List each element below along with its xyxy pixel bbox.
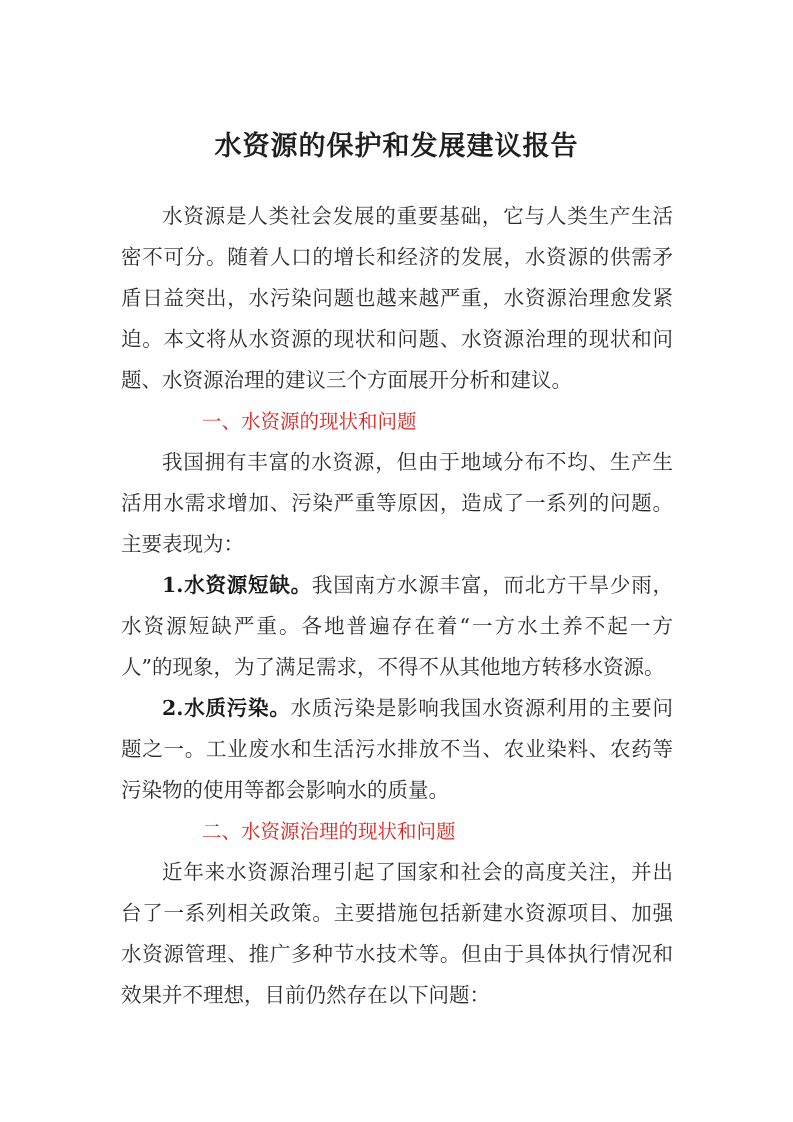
section-heading-2: 二、水资源治理的现状和问题 [202, 820, 456, 843]
list-item-text: 我国南方水源丰富，而北方干旱少雨，水资源短缺严重。各地普遍存在着“一方水土养不起一方人”的现象，为了满足需求，不得不从其他地方转移水资源。 [121, 573, 674, 679]
intro-paragraph: 水资源是人类社会发展的重要基础，它与人类生产生活密不可分。随着人口的增长和经济的发展，水资源的供需矛盾日益突出，水污染问题也越来越严重，水资源治理愈发紧迫。本文将从水资源的现状和问题、水资源治理的现状和问题、水资源治理的建议三个方面展开分析和建议。 [121, 204, 673, 392]
list-item-lead: 1.水资源短缺。 [162, 573, 312, 597]
list-item [121, 565, 673, 688]
section-heading-1: 一、水资源的现状和问题 [202, 410, 417, 433]
document-title: 水资源的保护和发展建议报告 [214, 131, 579, 162]
list-item-lead: 2.水质污染。 [162, 696, 291, 720]
list-item [121, 688, 673, 811]
section1-paragraph: 我国拥有丰富的水资源，但由于地域分布不均、生产生活用水需求增加、污染严重等原因，造成了一系列的问题。主要表现为： [121, 450, 673, 556]
document-body [121, 196, 673, 1016]
list-item-text: 水质污染是影响我国水资源利用的主要问题之一。工业废水和生活污水排放不当、农业染料、农药等污染物的使用等都会影响水的质量。 [121, 696, 673, 802]
section2-paragraph: 近年来水资源治理引起了国家和社会的高度关注，并出台了一系列相关政策。主要措施包括新建水资源项目、加强水资源管理、推广多种节水技术等。但由于具体执行情况和效果并不理想，目前仍然存在以下问题： [121, 860, 673, 1007]
